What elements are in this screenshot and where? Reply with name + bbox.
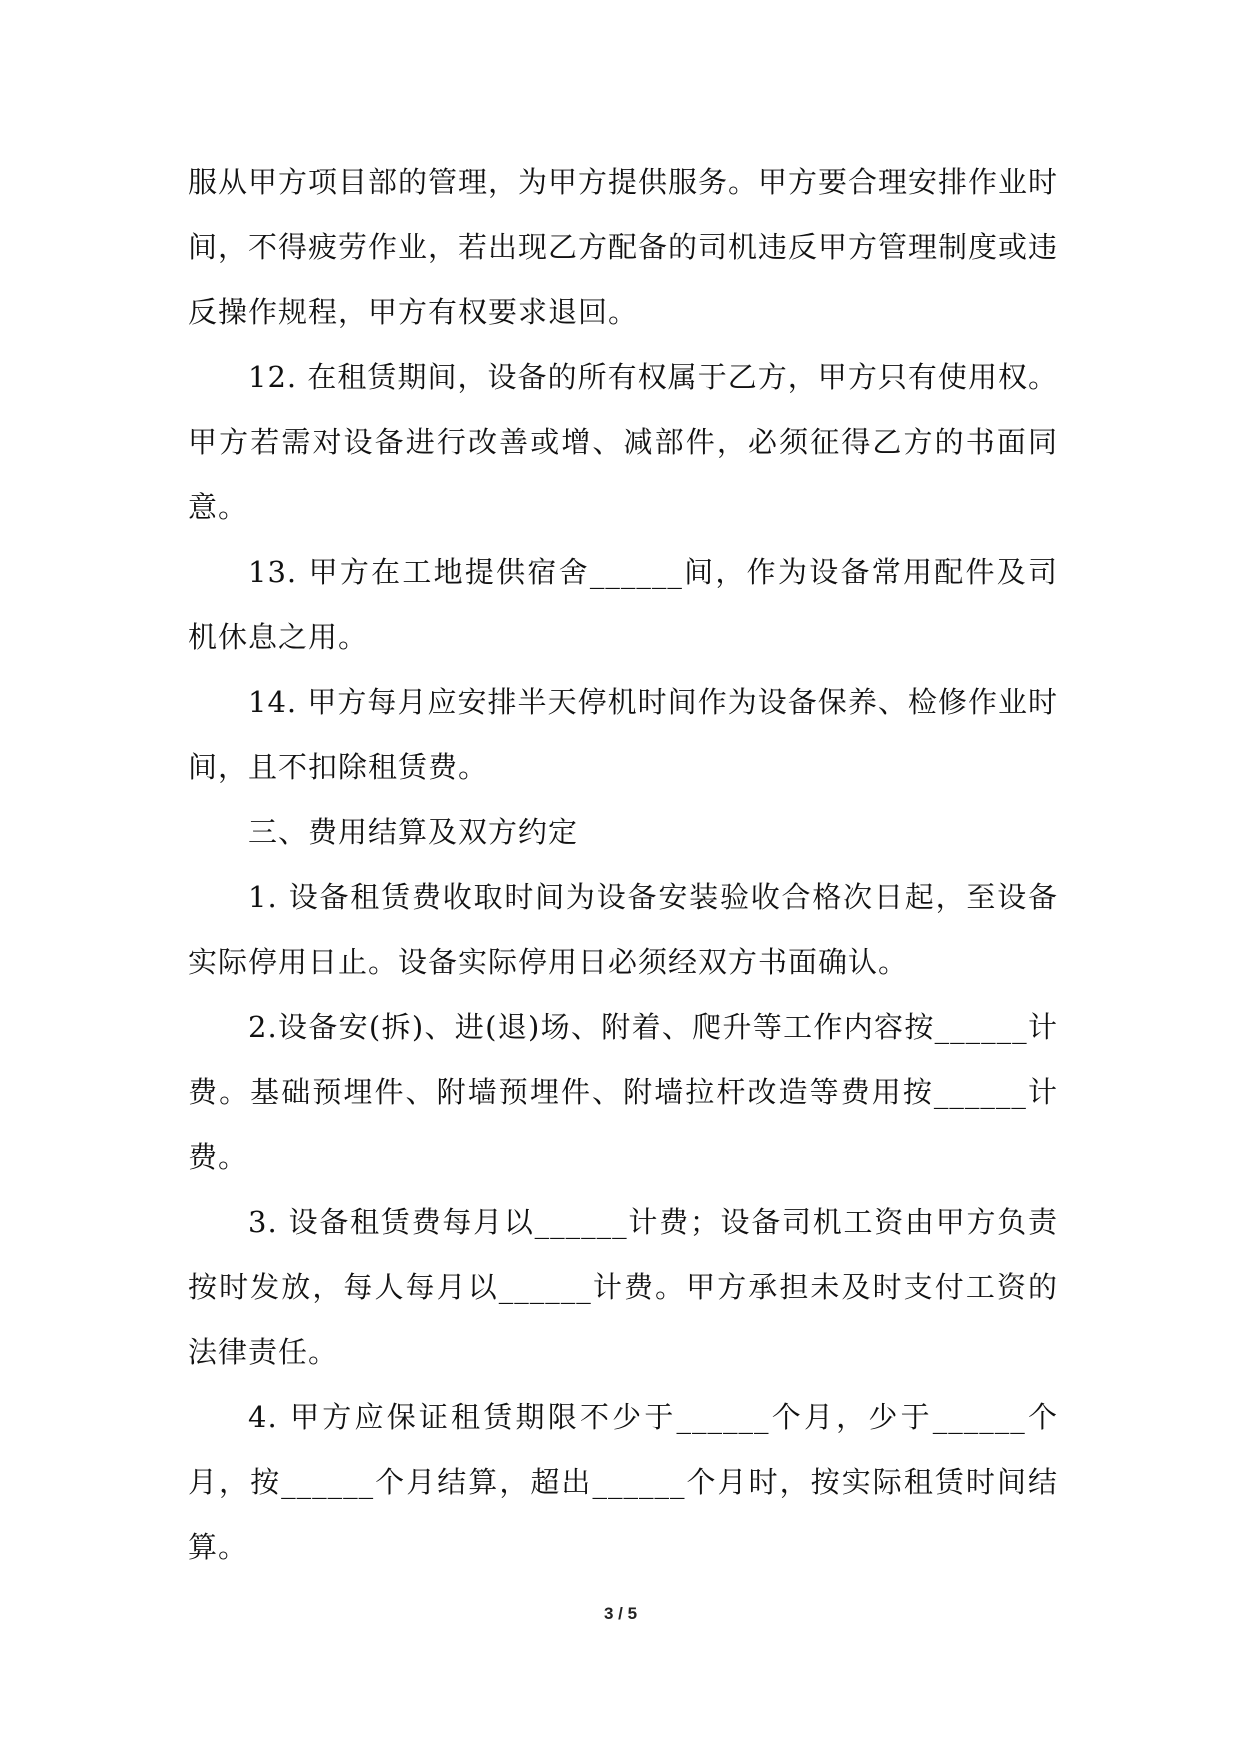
page-number: 3 / 5 — [603, 1604, 638, 1623]
document-body — [188, 150, 1058, 1580]
paragraph-clause-14: 14. 甲方每月应安排半天停机时间作为设备保养、检修作业时间，且不扣除租赁费。 — [188, 685, 1058, 784]
section-heading-fee-settlement: 三、费用结算及双方约定 — [248, 815, 579, 849]
paragraph-continuation: 服从甲方项目部的管理，为甲方提供服务。甲方要合理安排作业时间，不得疲劳作业，若出现乙方配备的司机违反甲方管理制度或违反操作规程，甲方有权要求退回。 — [188, 165, 1059, 329]
paragraph-clause-13: 13. 甲方在工地提供宿舍______间，作为设备常用配件及司机休息之用。 — [188, 555, 1058, 654]
paragraph-fee-3: 3. 设备租赁费每月以______计费；设备司机工资由甲方负责按时发放，每人每月以______计费。甲方承担未及时支付工资的法律责任。 — [188, 1205, 1058, 1369]
paragraph-fee-4: 4. 甲方应保证租赁期限不少于______个月，少于______个月，按______个月结算，超出______个月时，按实际租赁时间结算。 — [188, 1400, 1058, 1564]
paragraph-clause-12: 12. 在租赁期间，设备的所有权属于乙方，甲方只有使用权。甲方若需对设备进行改善或增、减部件，必须征得乙方的书面同意。 — [188, 360, 1058, 524]
paragraph-fee-1: 1. 设备租赁费收取时间为设备安装验收合格次日起，至设备实际停用日止。设备实际停用日必须经双方书面确认。 — [188, 880, 1058, 979]
paragraph-fee-2: 2.设备安(拆)、进(退)场、附着、爬升等工作内容按______计费。基础预埋件、附墙预埋件、附墙拉杆改造等费用按______计费。 — [188, 1010, 1058, 1174]
